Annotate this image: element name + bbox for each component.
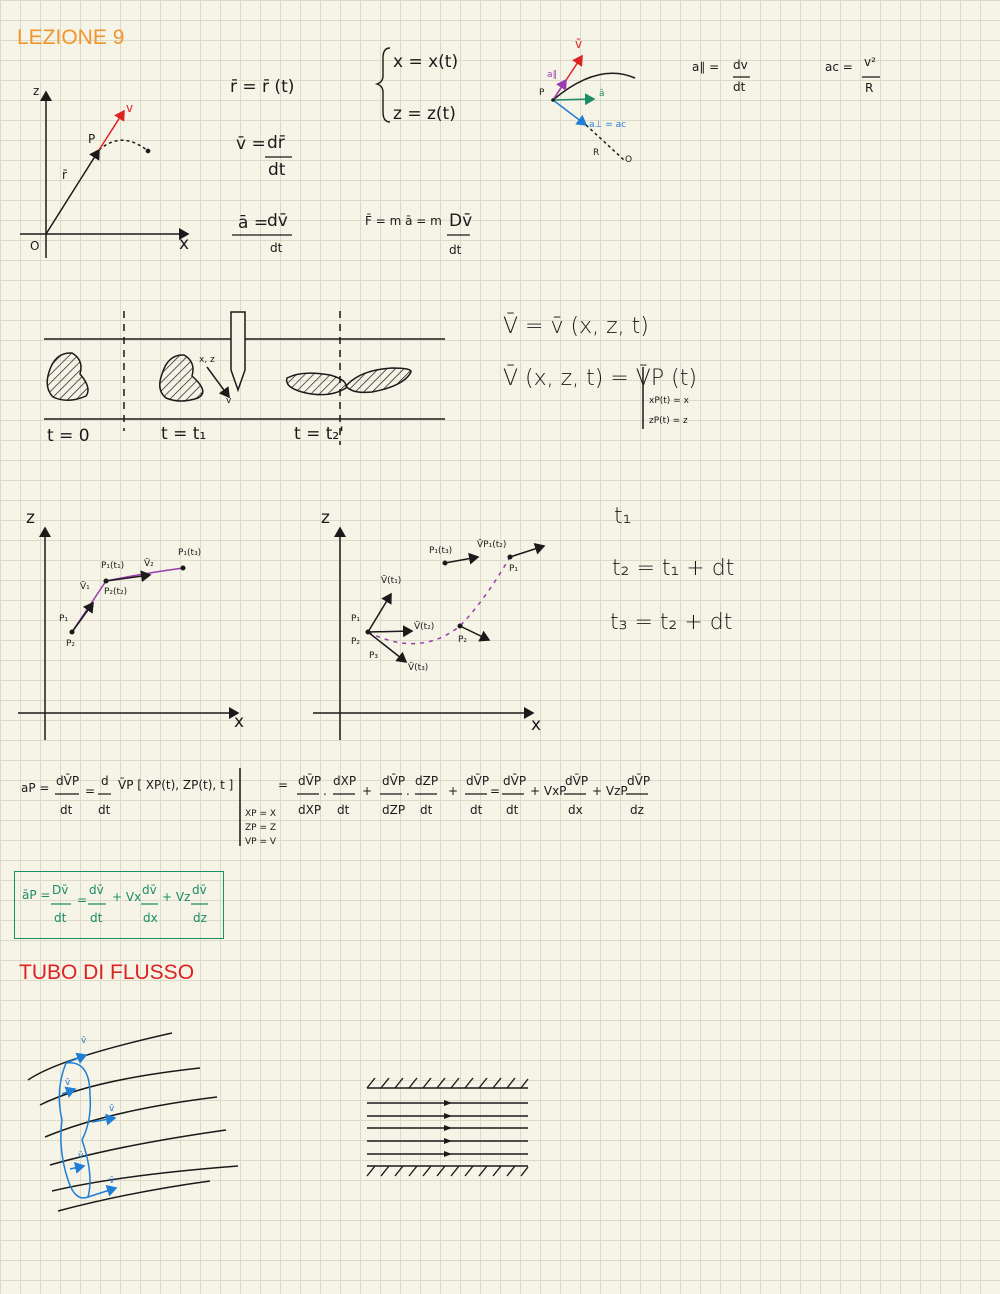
path-v2: V̄₂ — [144, 559, 154, 569]
md-eq3: = — [490, 784, 501, 798]
r-definition: r̄ = r̄ (t) — [230, 77, 295, 97]
force-lhs: F̄ = m ā = m — [365, 214, 442, 228]
lesson-heading: LEZIONE 9 — [17, 26, 125, 49]
eulerian-cond-x: xP(t) = x — [649, 396, 689, 406]
stream-p1: P₁ — [351, 614, 361, 624]
point-end — [181, 566, 185, 570]
point-p2 — [458, 624, 462, 628]
velocity-p1-t3 — [445, 557, 478, 563]
stream-p1-top: P₁ — [509, 564, 519, 574]
position-vector-figure — [20, 92, 188, 258]
md-d8: dt — [506, 803, 519, 817]
fluid-particle-t1 — [160, 355, 203, 401]
trajectory-endpoint — [146, 149, 149, 152]
point-start — [70, 630, 74, 634]
md-n6: dZP — [415, 774, 439, 788]
channel-t0: t = 0 — [47, 426, 90, 446]
velocity-vector — [99, 111, 124, 150]
pathline-figure — [18, 528, 238, 740]
eulerian-cond-z: zP(t) = z — [649, 416, 688, 426]
accel-p-label: P — [539, 88, 545, 98]
force-numerator: Dv̄ — [449, 211, 473, 231]
tube-v-1: v̄ — [81, 1036, 87, 1046]
z-of-t: z = z(t) — [393, 104, 456, 124]
trajectory-dashed — [99, 140, 148, 151]
v-denominator: dt — [268, 160, 286, 180]
path-v1: V̄₁ — [80, 582, 90, 592]
stream-p2-right: P₂ — [458, 635, 468, 645]
velocity-v1 — [72, 603, 93, 632]
curved-path — [553, 73, 635, 100]
md-dot1: . — [323, 784, 327, 798]
md-d4: dt — [337, 803, 350, 817]
md-d1: dt — [60, 803, 73, 817]
path-p2-t2: P₂(t₂) — [104, 587, 128, 597]
velocity-t1 — [368, 594, 391, 632]
channel-t1: t = t₁ — [161, 424, 207, 444]
md-cond-z: ZP = Z — [245, 823, 277, 833]
md-plus4: + VzP — [592, 784, 628, 798]
fig1-axis-z: z — [33, 84, 40, 98]
fig1-axis-x: x — [179, 234, 190, 254]
md-d9: dx — [568, 803, 583, 817]
tube-v-3: v̄ — [109, 1104, 115, 1114]
box-d4: dz — [193, 911, 207, 925]
eulerian-field: V̄ = v̄ (x, z, t) — [503, 314, 649, 339]
path-axis-x: x — [234, 712, 245, 732]
path-p1-t3: P₁(t₃) — [178, 548, 202, 558]
stream-axis-z: z — [321, 508, 330, 528]
md-n3: dV̄P — [298, 774, 322, 788]
force-denominator: dt — [449, 243, 462, 257]
normal-acceleration-vector — [553, 100, 586, 125]
tube-v-2: v̄ — [65, 1078, 71, 1088]
tube-v-4: v̄ — [78, 1151, 84, 1161]
point-p1 — [508, 555, 512, 559]
point-origin — [366, 630, 370, 634]
box-n4: dv̄ — [192, 883, 207, 897]
channel-figure — [44, 311, 445, 445]
fig1-vector-v: v — [126, 101, 134, 115]
velocity-t2 — [368, 631, 412, 632]
point-mid — [104, 579, 108, 583]
eulerian-relation: V̄ (x, z, t) = V̄P (t) — [503, 366, 697, 391]
md-d10: dz — [630, 803, 644, 817]
a-denominator: dt — [270, 241, 283, 255]
stream-v-t3: V̄(t₃) — [408, 663, 429, 673]
position-vector — [46, 150, 99, 234]
ac-denominator: R — [865, 81, 874, 95]
md-n9: dV̄P — [565, 774, 589, 788]
boxed-formula-frame — [14, 871, 224, 939]
fluid-particle-t0 — [47, 353, 88, 400]
md-d3: dXP — [298, 803, 322, 817]
md-d7: dt — [470, 803, 483, 817]
accel-a-label: ā — [599, 89, 605, 99]
path-p1-t1: P₁(t₁) — [101, 561, 125, 571]
streamlines — [28, 1033, 238, 1211]
fig1-point-p: P — [88, 132, 96, 146]
stream-p2: P₂ — [351, 637, 361, 647]
stream-p3: P₃ — [369, 651, 379, 661]
time-t2: t₂ = t₁ + dt — [612, 556, 735, 581]
parallel-flow-figure — [367, 1078, 528, 1176]
apar-denominator: dt — [733, 80, 746, 94]
fluid-particle-t2b — [346, 368, 411, 392]
stream-v-t1: V̄(t₁) — [381, 576, 402, 586]
radius-dashed — [586, 125, 624, 160]
tube-v-5: v̄ — [109, 1176, 115, 1186]
path-axis-z: z — [26, 508, 35, 528]
accel-v-label: v̄ — [575, 37, 583, 51]
time-t3: t₃ = t₂ + dt — [610, 610, 733, 635]
streamline-dashed — [368, 557, 510, 644]
streamline-figure — [313, 528, 544, 740]
system-brace — [377, 48, 390, 122]
a-numerator: dv̄ — [267, 211, 288, 231]
md-d5: dZP — [382, 803, 406, 817]
md-n7: dV̄P — [466, 774, 490, 788]
md-d6: dt — [420, 803, 433, 817]
apar-numerator: dv — [733, 58, 748, 72]
accel-r-label: R — [593, 148, 600, 158]
apar-lhs: a∥ = — [692, 60, 720, 74]
path-p2: P₂ — [66, 639, 76, 649]
stream-vp1-t2: V̄P₁(t₂) — [477, 540, 507, 550]
md-plus3: + VxP — [530, 784, 567, 798]
acceleration-figure — [551, 56, 635, 160]
accel-o-label: O — [625, 155, 633, 165]
md-n2: d — [101, 774, 109, 788]
box-d1: dt — [54, 911, 67, 925]
md-plus2: + — [448, 784, 459, 798]
fig1-vector-r: r̄ — [62, 168, 67, 182]
box-d2: dt — [90, 911, 103, 925]
velocity-v2 — [106, 575, 150, 581]
box-plus2: + Vz — [162, 890, 191, 904]
point-p — [551, 98, 555, 102]
md-eq1: = — [85, 784, 96, 798]
acceleration-vector — [553, 99, 594, 100]
flow-tube-heading: TUBO DI FLUSSO — [19, 961, 195, 984]
flow-tube-figure — [28, 1033, 238, 1211]
box-lhs: āP = — [22, 888, 51, 902]
accel-aperp-label: a⊥ = ac — [589, 120, 627, 130]
stream-v-t2: V̄(t₂) — [414, 622, 435, 632]
a-lhs: ā = — [238, 213, 269, 233]
md-n8: dV̄P — [503, 774, 527, 788]
box-eq: = — [77, 893, 88, 907]
tangential-acceleration-vector — [553, 80, 566, 100]
channel-xz: x, z — [199, 355, 215, 365]
md-plus1: + — [362, 784, 373, 798]
ac-numerator: v² — [864, 55, 876, 69]
probe-velocity-arrow — [207, 367, 229, 397]
md-n5: dV̄P — [382, 774, 406, 788]
md-cond-v: VP = V — [245, 837, 277, 847]
md-dot2: . — [406, 784, 410, 798]
stream-p1-t3: P₁(t₃) — [429, 546, 453, 556]
probe — [231, 312, 245, 390]
ac-lhs: ac = — [825, 60, 853, 74]
channel-v: v̄ — [226, 396, 232, 406]
v-lhs: v̄ = — [236, 134, 266, 154]
md-n10: dV̄P — [627, 774, 651, 788]
path-p1: P₁ — [59, 614, 69, 624]
x-of-t: x = x(t) — [393, 52, 459, 72]
md-cond-x: XP = X — [245, 809, 277, 819]
time-t1: t₁ — [614, 504, 632, 529]
box-plus1: + Vx — [112, 890, 142, 904]
box-n1: Dv̄ — [52, 883, 69, 897]
md-ap: aP = — [21, 781, 50, 795]
v-numerator: dr̄ — [267, 133, 285, 153]
accel-apar-label: a∥ — [547, 70, 558, 80]
box-d3: dx — [143, 911, 158, 925]
md-bracket: V̄P [ XP(t), ZP(t), t ] — [118, 778, 234, 792]
box-n3: dv̄ — [142, 883, 157, 897]
md-n4: dXP — [333, 774, 357, 788]
point-p1-t3 — [443, 561, 447, 565]
fig1-origin: O — [30, 239, 40, 253]
tube-velocity-vectors — [62, 1055, 116, 1197]
md-n1: dV̄P — [56, 774, 80, 788]
stream-axis-x: x — [531, 715, 542, 735]
md-d2: dt — [98, 803, 111, 817]
velocity-p1-t2 — [510, 546, 544, 557]
fluid-particle-t2a — [287, 373, 347, 395]
md-eq2: = — [278, 778, 289, 792]
channel-t2: t = t₂' — [294, 424, 344, 444]
box-n2: dv̄ — [89, 883, 104, 897]
